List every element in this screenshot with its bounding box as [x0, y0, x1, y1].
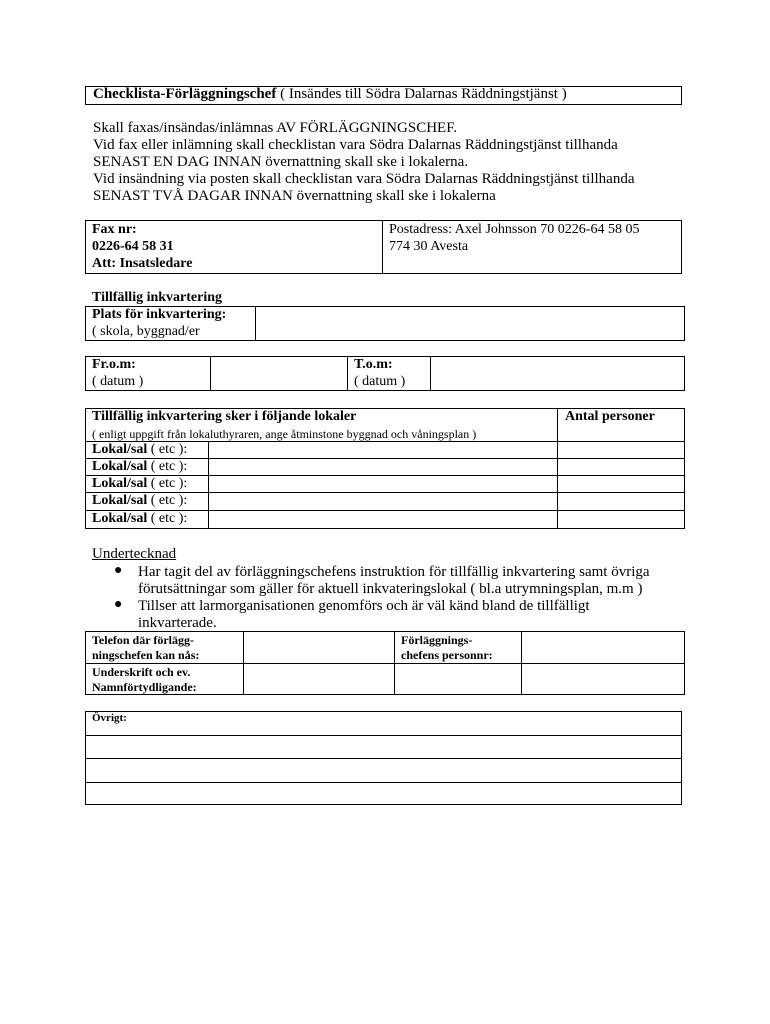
lodging-heading: Tillfällig inkvartering	[92, 290, 223, 305]
premises-row	[92, 476, 187, 492]
page-title	[93, 86, 567, 103]
other-input-line[interactable]	[88, 784, 679, 804]
signature-label-line-2: Namnförtydligande:	[92, 680, 197, 694]
phone-label-line-2: ningschefen kan nås:	[92, 648, 200, 662]
intro-line-5: SENAST TVÅ DAGAR INNAN övernattning skall ske i lokalerna	[93, 188, 496, 204]
room-label: Lokal/sal	[92, 459, 148, 474]
room-input[interactable]	[211, 511, 555, 527]
other-input-line[interactable]	[88, 760, 679, 781]
personnr-label-line-2: chefens personnr:	[401, 648, 493, 662]
phone-label	[92, 633, 199, 663]
title-sub: ( Insändes till Södra Dalarnas Räddningstjänst )	[276, 86, 567, 102]
bullet-icon: ●	[114, 563, 123, 578]
other-label: Övrigt:	[92, 712, 127, 724]
room-hint: ( etc ):	[147, 459, 188, 474]
to-date-input[interactable]	[433, 358, 683, 389]
other-input-line[interactable]	[88, 737, 679, 757]
intro-line-4: Vid insändning via posten skall checklistan vara Södra Dalarnas Räddningstjänst tillhanda	[93, 171, 635, 187]
bullet-1-line-1: Har tagit del av förläggningschefens instruktion för tillfällig inkvartering samt övriga	[138, 564, 650, 580]
personnr-label-line-1: Förläggnings-	[401, 633, 473, 647]
place-input[interactable]	[258, 308, 682, 339]
title-main: Checklista-Förläggningschef	[93, 86, 277, 102]
from-label: Fr.o.m:	[92, 357, 136, 372]
premises-row	[92, 493, 187, 509]
room-input[interactable]	[211, 442, 555, 457]
room-hint: ( etc ):	[147, 442, 188, 457]
bullet-2-line-2: inkvarterade.	[138, 615, 217, 631]
signature-label-line-1: Underskrift och ev.	[92, 665, 191, 679]
room-hint: ( etc ):	[147, 476, 188, 491]
signature-extra-cell[interactable]	[397, 665, 520, 694]
room-input[interactable]	[211, 493, 555, 509]
attention-label: Att: Insatsledare	[92, 256, 193, 271]
persons-input[interactable]	[560, 476, 683, 491]
room-hint: ( etc ):	[147, 493, 188, 508]
persons-header: Antal personer	[565, 409, 655, 424]
room-label: Lokal/sal	[92, 511, 148, 526]
intro-line-2: Vid fax eller inlämning skall checklistan vara Södra Dalarnas Räddningstjänst tillhanda	[93, 137, 618, 153]
from-hint: ( datum )	[92, 374, 144, 389]
phone-label-line-1: Telefon där förlägg-	[92, 633, 194, 647]
room-label: Lokal/sal	[92, 476, 148, 491]
signature-extra-cell-2[interactable]	[524, 665, 683, 694]
premises-row	[92, 442, 187, 458]
signature-label	[92, 665, 197, 695]
room-hint: ( etc ):	[147, 511, 188, 526]
room-label: Lokal/sal	[92, 493, 148, 508]
bullet-icon: ●	[114, 597, 123, 612]
persons-input[interactable]	[560, 442, 683, 457]
postal-address: Postadress: Axel Johnsson 70 0226-64 58 05	[389, 222, 640, 237]
phone-input[interactable]	[246, 633, 392, 662]
intro-line-1: Skall faxas/insändas/inlämnas AV FÖRLÄGGNINGSCHEF.	[93, 120, 458, 136]
room-input[interactable]	[211, 476, 555, 491]
premises-hint: ( enligt uppgift från lokaluthyraren, ange åtminstone byggnad och våningsplan )	[92, 427, 477, 441]
persons-input[interactable]	[560, 511, 683, 527]
persons-input[interactable]	[560, 493, 683, 509]
premises-row	[92, 511, 187, 527]
intro-line-3: SENAST EN DAG INNAN övernattning skall ske i lokalerna.	[93, 154, 469, 170]
persons-input[interactable]	[560, 459, 683, 474]
postal-city: 774 30 Avesta	[389, 239, 469, 254]
bullet-2-line-1: Tillser att larmorganisationen genomförs och är väl känd bland de tillfälligt	[138, 598, 590, 614]
bullet-1-line-2: förutsättningar som gäller för aktuell inkvateringslokal ( bl.a utrymningsplan, m.m )	[138, 581, 643, 597]
premises-heading: Tillfällig inkvartering sker i följande lokaler	[92, 409, 357, 424]
personnr-input[interactable]	[524, 633, 683, 662]
signed-heading: Undertecknad	[92, 546, 177, 562]
fax-number: 0226-64 58 31	[92, 239, 174, 254]
from-date-input[interactable]	[213, 358, 345, 389]
premises-row	[92, 459, 187, 475]
room-input[interactable]	[211, 459, 555, 474]
place-label: Plats för inkvartering:	[92, 307, 227, 322]
personnr-label	[401, 633, 493, 663]
room-label: Lokal/sal	[92, 442, 148, 457]
signature-input[interactable]	[246, 665, 392, 694]
fax-label: Fax nr:	[92, 222, 137, 237]
to-hint: ( datum )	[354, 374, 406, 389]
to-label: T.o.m:	[354, 357, 393, 372]
place-hint: ( skola, byggnad/er	[92, 324, 200, 339]
